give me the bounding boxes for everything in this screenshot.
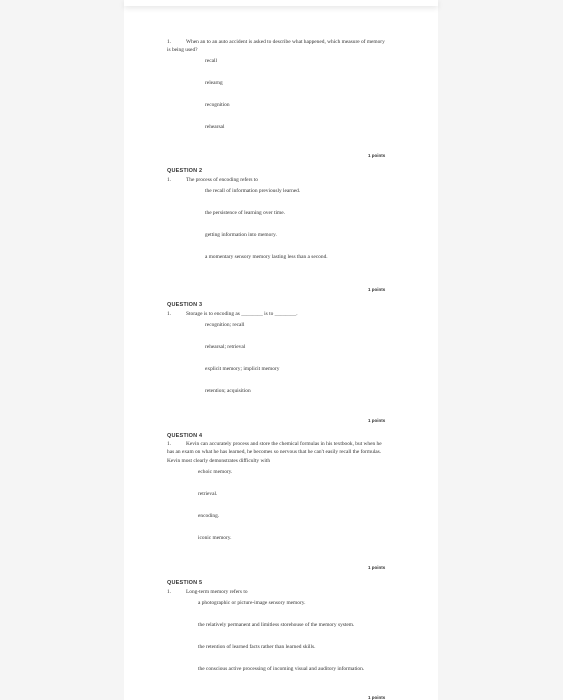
question-5-text: Long-term memory refers to: [186, 589, 248, 595]
question-2-title: QUESTION 2: [167, 168, 203, 174]
question-2-number: 1.: [167, 177, 172, 183]
question-1-points: 1 points: [368, 153, 386, 158]
question-2-option-2[interactable]: the persistence of learning over time.: [205, 210, 285, 216]
question-4-option-2[interactable]: retrieval.: [198, 491, 218, 497]
question-5-option-3[interactable]: the retention of learned facts rather than learned skills.: [198, 644, 316, 650]
question-1-option-3[interactable]: recognition: [205, 102, 230, 108]
question-2-option-3[interactable]: getting information into memory.: [205, 232, 277, 238]
question-4-text: Kevin can accurately process and store the chemical formulas in his textbook, but when he has an exam on what he has learned, he becomes so nervous that he can't easily recall the formulas. Kevin most clearly demonstrates difficulty with: [167, 441, 382, 464]
question-3-option-3[interactable]: explicit memory; implicit memory: [205, 366, 280, 372]
question-4-title: QUESTION 4: [167, 433, 203, 439]
question-2-points: 1 points: [368, 287, 386, 292]
question-1-option-4[interactable]: rehearsal: [205, 124, 225, 130]
question-1-option-2[interactable]: relearng: [205, 80, 223, 86]
question-4-points: 1 points: [368, 565, 386, 570]
question-5-option-2[interactable]: the relatively permanent and limitless storehouse of the memory system.: [198, 622, 355, 628]
question-5-option-1[interactable]: a photographic or picture-image sensory memory.: [198, 600, 306, 606]
question-4-option-3[interactable]: encoding.: [198, 513, 220, 519]
question-5-title: QUESTION 5: [167, 580, 203, 586]
question-1-stem: [167, 38, 389, 55]
question-1-text: When an to an auto accident is asked to describe what happened, which measure of memory is being used?: [167, 39, 385, 54]
question-4-number: 1.: [167, 441, 172, 447]
question-1-number: 1.: [167, 39, 172, 45]
question-5-stem: [167, 588, 389, 596]
question-4-option-4[interactable]: iconic memory.: [198, 535, 232, 541]
question-3-option-4[interactable]: retention; acquisition: [205, 388, 251, 394]
question-5-option-4[interactable]: the conscious active processing of incoming visual and auditory information.: [198, 666, 365, 672]
question-4-stem: [167, 440, 389, 465]
question-3-text: Storage is to encoding as ________ is to ________.: [186, 311, 298, 317]
question-3-points: 1 points: [368, 418, 386, 423]
question-3-stem: [167, 310, 389, 318]
question-2-option-4-text: a momentary sensory memory lasting less than a second.: [205, 254, 328, 260]
question-5-number: 1.: [167, 589, 172, 595]
question-2-option-1[interactable]: the recall of information previously learned.: [205, 188, 301, 194]
page-top-edge: [124, 0, 438, 6]
question-4-option-1[interactable]: echoic memory.: [198, 469, 233, 475]
question-3-option-1[interactable]: recognition; recall: [205, 322, 245, 328]
question-1-option-1[interactable]: recall: [205, 58, 217, 64]
question-2-stem: [167, 176, 389, 184]
question-5-points: 1 points: [368, 695, 386, 700]
question-2-option-4[interactable]: [205, 253, 333, 261]
question-2-text: The process of encoding refers to: [186, 177, 258, 183]
question-3-title: QUESTION 3: [167, 302, 203, 308]
question-3-option-2[interactable]: rehearsal; retrieval: [205, 344, 246, 350]
question-3-number: 1.: [167, 311, 172, 317]
